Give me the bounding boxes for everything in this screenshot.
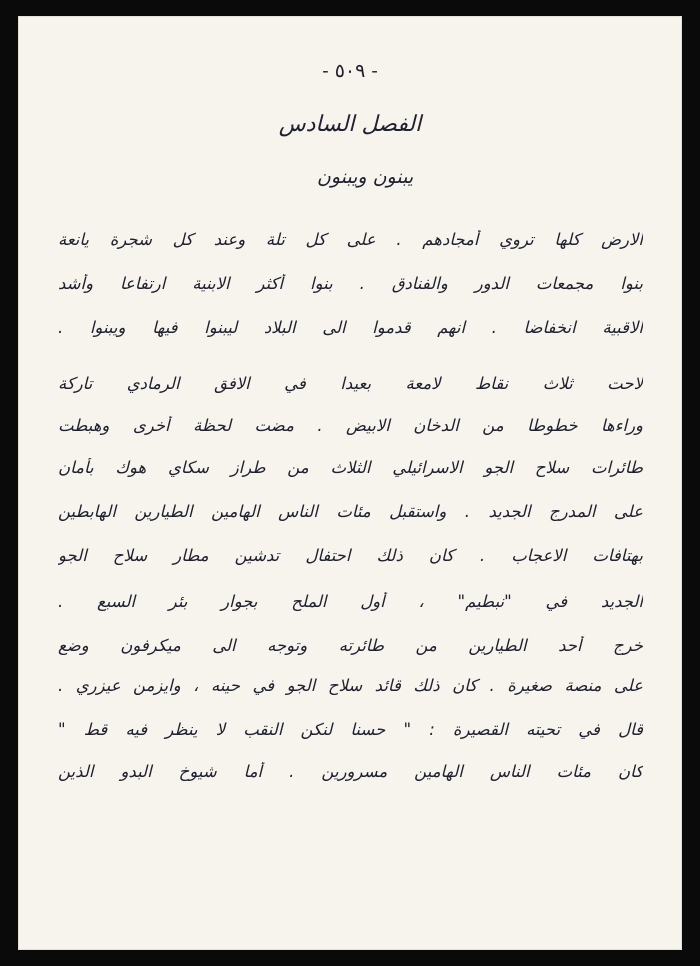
page-number: - ٥٠٩ - bbox=[322, 60, 378, 82]
paragraph-2-line-3: طائرات سلاح الجو الاسرائيلي الثلاث من طراز سكاي هوك بأمان bbox=[58, 458, 643, 477]
paragraph-1-line-1: الارض كلها تروي أمجادهم . على كل تلة وعند كل شجرة يانعة bbox=[58, 230, 643, 249]
chapter-subtitle: يبنون ويبنون bbox=[316, 166, 414, 188]
paragraph-1-line-3: الاقبية انخفاضا . انهم قدموا الى البلاد ليبنوا فيها ويبنوا . bbox=[58, 318, 643, 337]
manuscript-page bbox=[18, 16, 682, 950]
paragraph-2-line-6: الجديد في "نبطيم" ، أول الملح بجوار بئر السبع . bbox=[58, 592, 643, 611]
paragraph-2-line-2: وراءها خطوطا من الدخان الابيض . مضت لحظة أخرى وهبطت bbox=[58, 416, 643, 435]
paragraph-2-line-5: بهتافات الاعجاب . كان ذلك احتفال تدشين مطار سلاح الجو bbox=[58, 546, 643, 565]
chapter-title: الفصل السادس bbox=[278, 112, 422, 137]
paragraph-3-line-3: قال في تحيته القصيرة : " حسنا لنكن النقب لا ينظر فيه قط " bbox=[58, 720, 643, 739]
paragraph-1-line-2: بنوا مجمعات الدور والفنادق . بنوا أكثر الابنية ارتفاعا وأشد bbox=[58, 274, 643, 293]
paragraph-2-line-4: على المدرج الجديد . واستقبل مئات الناس الهامين الطيارين الهابطين bbox=[58, 502, 643, 521]
paragraph-2-line-1: لاحت ثلاث نقاط لامعة بعيدا في الافق الرمادي تاركة bbox=[58, 374, 643, 393]
paragraph-3-line-4: كان مئات الناس الهامين مسرورين . أما شيوخ البدو الذين bbox=[58, 762, 643, 781]
paragraph-3-line-2: على منصة صغيرة . كان ذلك قائد سلاح الجو في حينه ، وايزمن عيزري . bbox=[58, 676, 643, 695]
paragraph-3-line-1: خرج أحد الطيارين من طائرته وتوجه الى ميكرفون وضع bbox=[58, 636, 643, 655]
